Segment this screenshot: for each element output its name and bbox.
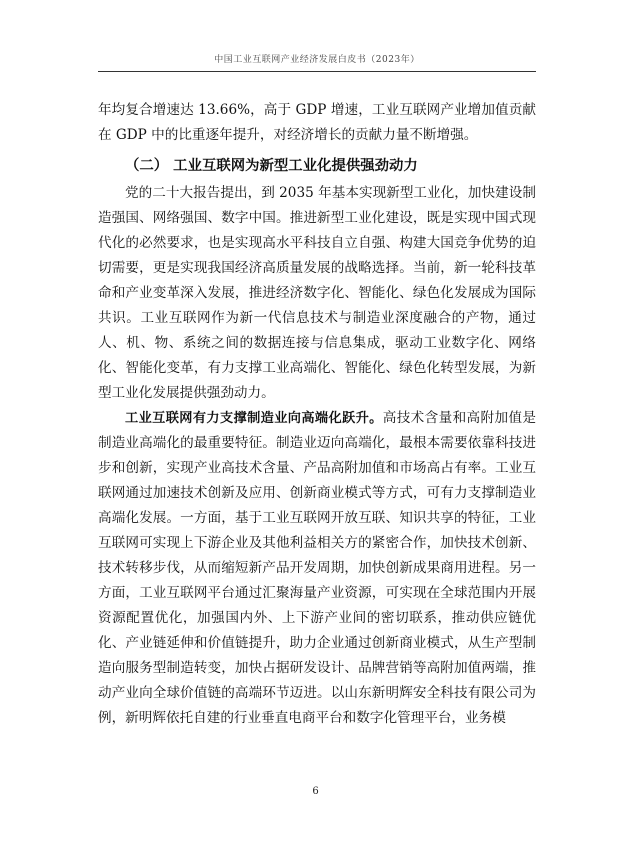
running-header: 中国工业互联网产业经济发展白皮书（2023年）: [214, 55, 420, 65]
paragraph-high-end-manufacturing: [98, 406, 536, 731]
header-divider: [98, 71, 536, 72]
paragraph-lead-sentence: 工业互联网有力支撑制造业向高端化跃升。: [125, 411, 383, 426]
page-number: 6: [312, 786, 319, 797]
paragraph-new-industrialization: 党的二十大报告提出，到 2035 年基本实现新型工业化，加快建设制造强国、网络强国、数字中国。推进新型工业化建设，既是实现中国式现代化的必然要求，也是实现高水平科技自立自强、构建大国竞争优势的迫切需要，更是实现我国经济高质量发展的战略选择。当前，新一轮科技革命和产业变革深入发展，推进经济数字化、智能化、绿色化发展成为国际共识。工业互联网作为新一代信息技术与制造业深度融合的产物，通过人、机、物、系统之间的数据连接与信息集成，驱动工业数字化、网络化、智能化变革，有力支撑工业高端化、智能化、绿色化转型发展，为新型工业化发展提供强劲动力。: [98, 185, 536, 401]
paragraph-body: 高技术含量和高附加值是制造业高端化的最重要特征。制造业迈向高端化，最根本需要依靠科技进步和创新，实现产业高技术含量、产品高附加值和市场高占有率。工业互联网通过加速技术创新及应用、创新商业模式等方式，可有力支撑制造业高端化发展。一方面，基于工业互联网开放互联、知识共享的特征，工业互联网可实现上下游企业及其他利益相关方的紧密合作，加快技术创新、技术转移步伐，从而缩短新产品开发周期，加快创新成果商用进程。另一方面，工业互联网平台通过汇聚海量产业资源，可实现在全球范围内开展资源配置优化，加强国内外、上下游产业间的密切联系，推动供应链优化、产业链延伸和价值链提升，助力企业通过创新商业模式，从生产型制造向服务型制造转变，加快占据研发设计、品牌营销等高附加值两端，推动产业向全球价值链的高端环节迈进。以山东新明辉安全科技有限公司为例，新明辉依托自建的行业垂直电商平台和数字化管理平台，业务模: [98, 410, 537, 726]
section-heading: （二） 工业互联网为新型工业化提供强劲动力: [125, 158, 418, 174]
paragraph-growth: 年均复合增速达 13.66%，高于 GDP 增速，工业互联网产业增加值贡献在 GDP 中的比重逐年提升，对经济增长的贡献力量不断增强。: [98, 102, 536, 143]
body-text: [98, 98, 536, 731]
